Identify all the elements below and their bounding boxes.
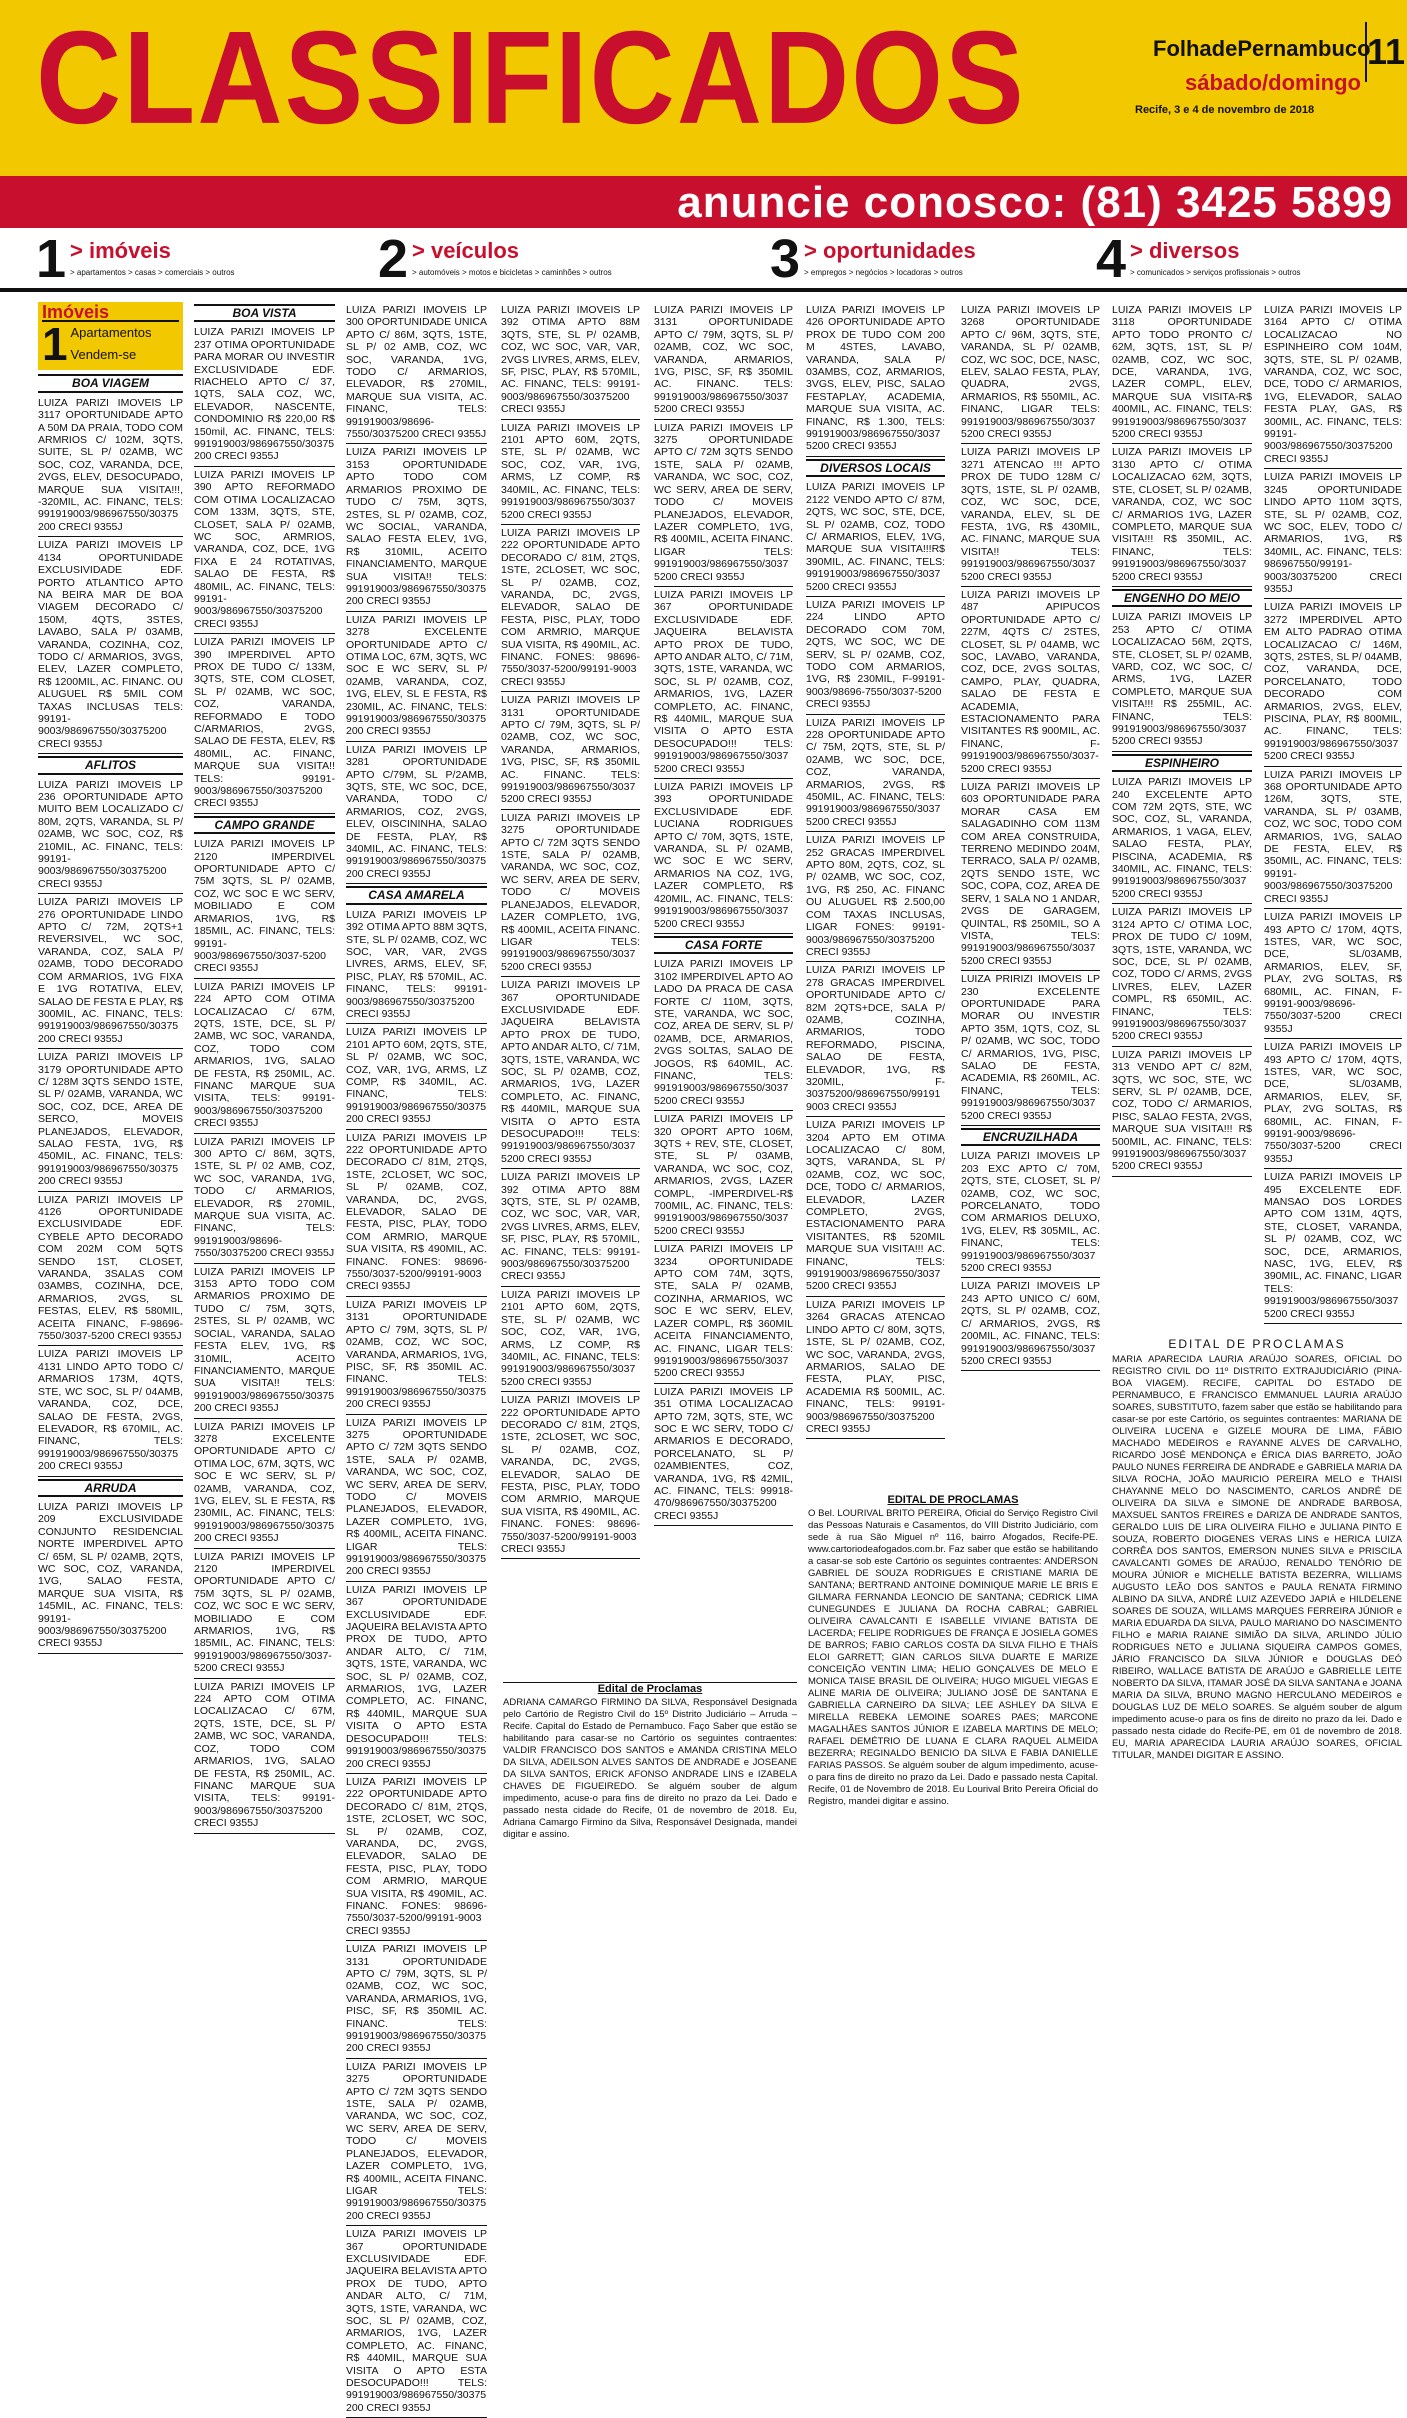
classified-ad: LUIZA PARIZI IMOVEIS LP 236 OPORTUNIDADE APTO MUITO BEM LOCALIZADO C/ 80M, 2QTS, VARANDA, SL P/ 02AMB, WC SOC, COZ, R$ 210MIL, AC. FINANC, TELS: 99191-9003/986967550/30375200 CRECI 9355J bbox=[38, 777, 183, 895]
classified-ad: LUIZA PARIZI IMOVEIS LP 3278 EXCELENTE OPORTUNIDADE APTO C/ OTIMA LOC, 67M, 3QTS, WC SOC E WC SERV, SL P/ 02AMB, VARANDA, COZ, 1VG, ELEV, SL E FESTA, R$ 230MIL, AC. FINANC, TELS: 991919003/986967550/30375200 CRECI 9355J bbox=[346, 612, 487, 742]
newspaper-box bbox=[1125, 20, 1371, 116]
section-bar bbox=[0, 229, 1407, 292]
ad-column-2 bbox=[194, 302, 335, 1837]
page-title: CLASSIFICADOS bbox=[36, 4, 1026, 152]
edition-day: sábado/domingo bbox=[1185, 70, 1361, 95]
edital-title: EDITAL DE PROCLAMAS bbox=[887, 1494, 1019, 1506]
classified-ad: LUIZA PARIZI IMOVEIS LP 228 OPORTUNIDADE APTO C/ 75M, 2QTS, STE, SL P/ 02AMB, WC SOC, DCE, COZ, VARANDA, ARMARIOS, 2VGS, R$ 450MIL, AC. FINANC, TELS: 991919003/986967550/30375200 CRECI 9355J bbox=[806, 715, 945, 833]
classified-ad: LUIZA PARIZI IMOVEIS LP 3268 OPORTUNIDADE APTO C/ 96M, 3QTS, STE, VARANDA, SL P/ 02AMB, COZ, WC SOC, DCE, NASC, ELEV, SALAO FESTA, PLAY, QUADRA, 2VGS, ARMARIOS, R$ 550MIL, AC. FINANC, LIGAR TELS: 991919003/986967550/30375200 CRECI 9355J bbox=[961, 302, 1100, 444]
section-number: 1 bbox=[36, 229, 67, 289]
section-veiculos[interactable] bbox=[378, 229, 678, 289]
classified-ad: LUIZA PARIZI IMOVEIS LP 3234 OPORTUNIDADE APTO COM 74M, 3QTS, STE, SALA P/ 02AMB, COZINHA, ARMARIOS, WC SOC E WC SERV, ELEV, LAZER COMPL, R$ 360MIL ACEITA FINANCIAMENTO, AC. FINANC, LIGAR TELS: 991919003/986967550/30375200 CRECI 9355J bbox=[654, 1241, 793, 1383]
classified-ad: LUIZA PARIZI IMOVEIS LP 2120 IMPERDIVEL OPORTUNIDADE APTO C/ 75M 3QTS, SL P/ 02AMB, COZ, WC SOC E WC SERV, MOBILIADO E COM ARMARIOS, 1VG, R$ 185MIL, AC. FINANC, TELS: 991919003/986967550/3037-5200 CRECI 9355J bbox=[194, 1549, 335, 1679]
section-imoveis[interactable] bbox=[36, 229, 336, 289]
imoveis-box bbox=[38, 302, 183, 370]
imoveis-subtitle bbox=[71, 322, 152, 366]
edital-title: EDITAL DE PROCLAMAS bbox=[1168, 1337, 1346, 1351]
imoveis-number: 1 bbox=[42, 318, 68, 371]
classified-ad: LUIZA PARIZI IMOVEIS LP 3131 OPORTUNIDADE APTO C/ 79M, 3QTS, SL P/ 02AMB, COZ, WC SOC, VARANDA, ARMARIOS, 1VG, PISC, SF, R$ 350MIL AC. FINANC. TELS: 991919003/986967550/30375200 CRECI 9355J bbox=[654, 302, 793, 420]
classified-ad: LUIZA PARIZI IMOVEIS LP 393 OPORTUNIDADE EXCLUSIVIDADE EDF. LUCIANA RODRIGUES APTO C/ 70M, 3QTS, 1STE, VARANDA, SL P/ 02AMB, WC SOC E WC SERV, ARMARIOS NA COZ, 1VG, LAZER COMPLETO, R$ 420MIL, AC. FINANC, TELS: 991919003/986967550/30375200 CRECI 9355J bbox=[654, 779, 793, 934]
classified-ad: LUIZA PARIZI IMOVEIS LP 224 APTO COM OTIMA LOCALIZACAO C/ 67M, 2QTS, 1STE, DCE, SL P/ 2AMB, WC SOC, VARANDA, COZ, TODO COM ARMARIOS, 1VG, SALAO DE FESTA, R$ 250MIL, AC. FINANC MARQUE SUA VISITA, TELS: 99191-9003/986967550/30375200 CRECI 9355J bbox=[194, 979, 335, 1134]
classified-ad: LUIZA PARIZI IMOVEIS LP 3131 OPORTUNIDADE APTO C/ 79M, 3QTS, SL P/ 02AMB, COZ, WC SOC, VARANDA, ARMARIOS, 1VG, PISC, SF, R$ 350MIL AC. FINANC. TELS: 991919003/986967550/30375200 CRECI 9355J bbox=[346, 1297, 487, 1415]
classified-ad: LUIZA PARIZI IMOVEIS LP 2101 APTO 60M, 2QTS, STE, SL P/ 02AMB, WC SOC, COZ, VAR, 1VG, ARMS, LZ COMP, R$ 340MIL, AC. FINANC, TELS: 991919003/986967550/30375200 CRECI 9355J bbox=[501, 1287, 640, 1392]
section-subtitle: > comunicados > serviços profissionais > outros bbox=[1130, 268, 1301, 277]
classified-ad: LUIZA PARIZI IMOVEIS LP 3130 APTO C/ OTIMA LOCALIZACAO 62M, 3QTS, STE, CLOSET, SL P/ 02AMB, VARANDA, COZ, WC SOC C/ ARMARIOS 1VG, LAZER COMPLETO, MARQUE SUA VISITA!!! R$ 350MIL, AC. FINANC, TELS: 991919003/986967550/30375200 CRECI 9355J bbox=[1112, 444, 1252, 586]
classified-ad: LUIZA PARIZI IMOVEIS LP 313 VENDO APT C/ 82M, 3QTS, WC SOC, STE, WC SERV, SL P/ 02AMB, DCE, COZ, TODO C/ ARMARIOS, PISC, SALAO FESTA, 2VGS, MARQUE SUA VISITA!!! R$ 500MIL, AC. FINANC, TELS: 991919003/986967550/30375200 CRECI 9355J bbox=[1112, 1047, 1252, 1177]
classified-ad: LUIZA PARIZI IMOVEIS LP 222 OPORTUNIDADE APTO DECORADO C/ 81M, 2TQS, 1STE, 2CLOSET, WC SOC, SL P/ 02AMB, COZ, VARANDA, DC, 2VGS, ELEVADOR, SALAO DE FESTA, PISC, PLAY, TODO COM ARMRIO, MARQUE SUA VISITA, R$ 490MIL, AC. FINANC. FONES: 98696-7550/3037-5200/99191-9003 CRECI 9355J bbox=[346, 1774, 487, 1941]
newspaper-name: FolhadePernambuco bbox=[1153, 36, 1371, 61]
column-body bbox=[501, 302, 640, 1559]
edital-proclamas-arruda bbox=[503, 1682, 797, 1838]
imoveis-line2: Vendem-se bbox=[70, 347, 137, 363]
neighborhood-heading: BOA VISTA bbox=[194, 304, 335, 322]
classified-ad: LUIZA PARIZI IMOVEIS LP 240 EXCELENTE APTO COM 72M 2QTS, STE, WC SOC, COZ, SL, VARANDA, ARMARIOS, 1 VAGA, ELEV, SALAO FESTA, PLAY, PISCINA, ACADEMIA, R$ 340MIL, AC. FINANC, TELS: 991919003/986967550/30375200 CRECI 9355J bbox=[1112, 774, 1252, 904]
neighborhood-heading: CASA AMARELA bbox=[346, 886, 487, 904]
classified-ad: LUIZA PARIZI IMOVEIS LP 3164 APTO C/ OTIMA LOCALIZACAO NO ESPINHEIRO COM 104M, 3QTS, STE, SL P/ 02AMB, VARANDA, COZ, WC SOC, DCE, TODO C/ ARMARIOS, 1VG, ELEVADOR, SALAO FESTA PLAY, GAS, R$ 300MIL, AC. FINANC, TELS: 99191-9003/986967550/30375200 CRECI 9355J bbox=[1264, 302, 1402, 469]
edital-proclamas-boa-viagem bbox=[1112, 1338, 1402, 1837]
section-oportunidades[interactable] bbox=[770, 229, 1070, 289]
classified-ad: LUIZA PARIZI IMOVEIS LP 209 EXCLUSIVIDADE CONJUNTO RESIDENCIAL NORTE IMPERDIVEL APTO C/ 65M, SL P/ 02AMB, 2QTS, WC SOC, COZ, VARANDA, 1VG, SALAO FESTA, MARQUE SUA VISITA, R$ 145MIL, AC. FINANC, TELS: 99191-9003/986967550/30375200 CRECI 9355J bbox=[38, 1499, 183, 1654]
classified-ad: LUIZA PARIZI IMOVEIS LP 278 GRACAS IMPERDIVEL OPORTUNIDADE APTO C/ 82M 2QTS+DCE, SALA P/ 02AMB, COZINHA, ARMARIOS, TODO REFORMADO, PISCINA, SALAO DE FESTA, ELEVADOR, 1VG, R$ 320MIL, F-30375200/986967550/991919003 CRECI 9355J bbox=[806, 962, 945, 1117]
edition-date: Recife, 3 e 4 de novembro de 2018 bbox=[1135, 104, 1315, 116]
section-subtitle: > apartamentos > casas > comerciais > outros bbox=[70, 268, 235, 277]
classified-ad: LUIZA PARIZI IMOVEIS LP 367 OPORTUNIDADE EXCLUSIVIDADE EDF. JAQUEIRA BELAVISTA APTO PROX DE TUDO, APTO ANDAR ALTO, C/ 71M, 3QTS, 1STE, VARANDA, WC SOC, SL P/ 02AMB, COZ, ARMARIOS, 1VG, LAZER COMPLETO, AC. FINANC, R$ 440MIL, MARQUE SUA VISITA O APTO ESTA DESOCUPADO!!! TELS: 991919003/986967550/30375200 CRECI 9355J bbox=[346, 2226, 487, 2418]
column-body bbox=[346, 302, 487, 2418]
classified-ad: LUIZA PARIZI IMOVEIS LP 224 APTO COM OTIMA LOCALIZACAO C/ 67M, 2QTS, 1STE, DCE, SL P/ 2AMB, WC SOC, VARANDA, COZ, TODO COM ARMARIOS, 1VG, SALAO DE FESTA, R$ 250MIL, AC. FINANC MARQUE SUA VISITA, TELS: 99191-9003/986967550/30375200 CRECI 9355J bbox=[194, 1679, 335, 1834]
classified-ad: LUIZA PARIZI IMOVEIS LP 3281 OPORTUNIDADE APTO C/79M, SL P/2AMB, 3QTS, STE, WC SOC, DCE, VARANDA, TODO C/ ARMARIOS, COZ, 2VGS, ELEV, OISCININHA, SALAO DE FESTA, PLAY, R$ 340MIL, AC. FINANC, TELS: 991919003/986967550/30375200 CRECI 9355J bbox=[346, 742, 487, 884]
neighborhood-heading: CASA FORTE bbox=[654, 936, 793, 954]
column-body bbox=[961, 302, 1100, 1371]
column-body bbox=[1264, 302, 1402, 1324]
section-title: > veículos bbox=[412, 238, 520, 263]
classified-ad: LUIZA PARIZI IMOVEIS LP 367 OPORTUNIDADE EXCLUSIVIDADE EDF. JAQUEIRA BELAVISTA APTO PROX DE TUDO, APTO ANDAR ALTO, C/ 71M, 3QTS, 1STE, VARANDA, WC SOC, SL P/ 02AMB, COZ, ARMARIOS, 1VG, LAZER COMPLETO, AC. FINANC, R$ 440MIL, MARQUE SUA VISITA O APTO ESTA DESOCUPADO!!! TELS: 991919003/986967550/30375200 CRECI 9355J bbox=[654, 587, 793, 779]
section-number: 4 bbox=[1096, 229, 1127, 289]
section-diversos[interactable] bbox=[1096, 229, 1396, 289]
imoveis-line1: Apartamentos bbox=[70, 325, 152, 341]
classified-ad: LUIZA PARIZI IMOVEIS LP 426 OPORTUNIDADE APTO PROX DE TUDO COM 200 M 4STES, LAVABO, VARANDA, SALA P/ 03AMBS, COZ, ARMARIOS, 3VGS, ELEV, PISC, SALAO FESTAPLAY, ACADEMIA, MARQUE SUA VISITA, AC. FINANC, R$ 1.300, TELS: 991919003/986967550/30375200 CRECI 9355J bbox=[806, 302, 945, 457]
ad-column-6 bbox=[806, 302, 945, 1487]
classified-ad: LUIZA PARIZI IMOVEIS LP 487 APIPUCOS OPORTUNIDADE APTO C/ 227M, 4QTS C/ 2STES, CLOSET, SL P/ 04AMB, WC SOC, LAVABO, VARANDA, COZ, DCE, 2VGS SOLTAS, CAMPO, PLAY, QUADRA, SALAO DE FESTA E ACADEMIA, ESTACIONAMENTO PARA VISITANTES R$ 900MIL, AC. FINANC, F-991919003/986967550/3037-5200 CRECI 9355J bbox=[961, 587, 1100, 779]
classified-ad: LUIZA PARIZI IMOVEIS LP 3118 OPORTUNIDADE APTO TODO PRONTO C/ 62M, 3QTS, 1ST, SL P/ 02AMB, COZ, WC SOC, DCE, VARANDA, 1VG, LAZER COMPL, ELEV, MARQUE SUA VISITA-R$ 400MIL, AC. FINANC, TELS: 991919003/986967550/30375200 CRECI 9355J bbox=[1112, 302, 1252, 444]
classified-ad: LUIZA PARIZI IMOVEIS LP 3124 APTO C/ OTIMA LOC, PROX DE TUDO C/ 109M, 3QTS, 1STE, VARANDA, WC SOC, DCE, SL P/ 02AMB, COZ, TODO C/ ARMS, 2VGS LIVRES, ELEV, LAZER COMPL, R$ 650MIL, AC. FINANC, TELS: 991919003/986967550/30375200 CRECI 9355J bbox=[1112, 904, 1252, 1046]
classified-ad: LUIZA PARIZI IMOVEIS LP 603 OPORTUNIDADE PARA MORAR CASA EM SALAGADINHO COM 113M COM AREA CONSTRUIDA, TERRENO MEDINDO 204M, TERRACO, SALA P/ 02AMB, 2QTS SENDO 1STE, WC SOC, COPA, COZ, AREA DE SERV, 1 SALA NO 1 ANDAR, 2VGS DE GARAGEM, QUINTAL, R$ 250MIL, SO A VISTA, TELS: 991919003/986967550/30375200 CRECI 9355J bbox=[961, 779, 1100, 971]
classified-ad: LUIZA PARIZI IMOVEIS LP 367 OPORTUNIDADE EXCLUSIVIDADE EDF. JAQUEIRA BELAVISTA APTO PROX DE TUDO, APTO ANDAR ALTO, C/ 71M, 3QTS, 1STE, VARANDA, WC SOC, SL P/ 02AMB, COZ, ARMARIOS, 1VG, LAZER COMPLETO, AC. FINANC, R$ 440MIL, MARQUE SUA VISITA O APTO ESTA DESOCUPADO!!! TELS: 991919003/986967550/30375200 CRECI 9355J bbox=[501, 977, 640, 1169]
edital-text: MARIA APARECIDA LAURIA ARAÚJO SOARES, OFICIAL DO REGISTRO CIVIL DO 11º DISTRITO EXTRAJUDICIÁRIO (PINA-BOA VIAGEM). RECIFE, CAPITAL DO ESTADO DE PERNAMBUCO, E FRANCISCO EMMANUEL LAURIA ARAÚJO SOARES, SUBSTITUTO, fazem saber que estão se habilitando para casar-se por este Cartório, os seguintes contraentes: MARIANA DE OLIVEIRA LUCENA e GIZELE MOURA DE LIMA, FÁBIO MACHADO MEDEIROS e RAYANNE ALVES DE CARVALHO, RICARDO JOSÉ MENDONÇA e ÉRICA DIAS BARRETO, JOÃO PAULO NUNES FERREIRA DE ANDRADE e GABRIELA MARIA DA SILVA ROCHA, JOÃO MAURICIO PEREIRA MELO e THAISI CHAYANNE MELO DO NASCIMENTO, CARLOS ANDRÉ DE OLIVEIRA DA SILVA e SIMONE DE ANDRADE BARBOSA, MAXSUEL SANTOS FREIRES e DARIZA DE ANDRADE SANTOS, GERALDO LUIS DE LIRA OLIVEIRA FILHO e JULIANA PINTO E SOUZA, ROBERTO DIOGENES VERAS LINS e HERICA LUIZA CORRÊA DOS SANTOS, EMERSON NUNES SILVA e PRISCILA CAVALCANTI GOMES DE ARAÚJO, RENALDO TENÓRIO DE MOURA JÚNIOR e MICHELLE BATISTA BEZERRA, WILLIAMS AUGUSTO LEÃO DOS SANTOS e PAULA RENATA FIRMINO ALBINO DA SILVA, ANDRÉ LUIZ AZEVEDO JAPIÁ e HILDELENE SOARES DE SOUZA, WILLAMS MARQUES FERREIRA JÚNIOR e MARIA EDUARDA DA SILVA, PAULO MARIANO DO NASCIMENTO FILHO e MARIA RAIANE SIMIÃO DA SILVA, ARLINDO JÚLIO RODRIGUES NETO e JULIANA SIQUEIRA CAMPOS GOMES, JÁRIO FRANCISCO DA SILVA JÚNIOR e DOUGLAS DEÓ RIBEIRO, WALLACE BATISTA DE ARAÚJO e GABRIELLE LEITE NOBERTO DA SILVA, ITAMAR JOSÉ DA SILVA SANTANA e JOANA MARIA DA SILVA, BRUNO MAGNO HERCULANO MEDEIROS e DOUGLAS LUZ DE MELO SOARES. Se alguém souber de algum impedimento acuse-o para os fins de direito no prazo da lei. Dado e passado nesta cidade do Recife-PE, em 01 de novembro de 2018. EU, MARIA APARECIDA LAURIA ARAÚJO SOARES, OFICIAL TITULAR, MANDEI DIGITAR E ASSINO. bbox=[1112, 1354, 1402, 1761]
classified-ad: LUIZA PARIZI IMOVEIS LP 495 EXCELENTE EDF. MANSAO DOS LORDES APTO COM 131M, 4QTS, STE, CLOSET, VARANDA, SL P/ 02AMB, COZ, WC SOC, DCE, ARMARIOS, NASC, 1VG, ELEV, R$ 390MIL, AC. FINANC, LIGAR TELS: 991919003/986967550/30375200 CRECI 9355J bbox=[1264, 1169, 1402, 1324]
classified-ad: LUIZA PARIZI IMOVEIS LP 203 EXC APTO C/ 70M, 2QTS, STE, CLOSET, SL P/ 02AMB, COZ, WC SOC, PORCELANATO, TODO COM ARMARIOS DELUXO, 1VG, ELEV, R$ 305MIL, AC. FINANC, TELS: 991919003/986967550/30375200 CRECI 9355J bbox=[961, 1148, 1100, 1278]
classified-ad: LUIZA PARIZI IMOVEIS LP 3245 OPORTUNIDADE LINDO APTO 110M 3QTS, STE, SL P/ 02AMB, COZ, WC SOC, ELEV, TODO C/ ARMARIOS, 1VG, R$ 340MIL, AC. FINANC, TELS: 986967550/99191-9003/30375200 CRECI 9355J bbox=[1264, 469, 1402, 599]
section-title: > diversos bbox=[1130, 238, 1240, 263]
classified-ad: LUIZA PARIZI IMOVEIS LP 2122 VENDO APTO C/ 87M, 2QTS, WC SOC, STE, DCE, SL P/ 02AMB, COZ, TODO C/ ARMARIOS, ELEV, 1VG, MARQUE SUA VISITA!!!R$ 390MIL, AC. FINANC, TELS: 991919003/986967550/30375200 CRECI 9355J bbox=[806, 479, 945, 597]
classified-ad: LUIZA PARIZI IMOVEIS LP 3131 OPORTUNIDADE APTO C/ 79M, 3QTS, SL P/ 02AMB, COZ, WC SOC, VARANDA, ARMARIOS, 1VG, PISC, SF, R$ 350MIL AC. FINANC. TELS: 991919003/986967550/30375200 CRECI 9355J bbox=[346, 1941, 487, 2059]
classified-ad: LUIZA PARIZI IMOVEIS LP 4131 LINDO APTO TODO C/ ARMARIOS 173M, 4QTS, STE, WC SOC, SL P/ 04AMB, VARANDA, COZ, DCE, SALAO DE FESTA, 2VGS, ELEVADOR, R$ 670MIL, AC. FINANC, TELS: 991919003/986967550/30375200 CRECI 9355J bbox=[38, 1346, 183, 1476]
ad-column-8 bbox=[1112, 302, 1252, 1333]
page-number: 11 bbox=[1365, 22, 1401, 82]
section-number: 3 bbox=[770, 229, 801, 289]
column-body bbox=[1112, 302, 1252, 1177]
classified-ad: LUIZA PARIZI IMOVEIS LP 3117 OPORTUNIDADE APTO A 50M DA PRAIA, TODO COM ARMRIOS C/ 102M, 3QTS, SUITE, SL P/ 02AMB, WC SOC, COZ, VARANDA, DCE, 2VGS, ELEV, DESOCUPADO, MARQUE SUA VISITA!!!, -320MIL, AC. FINANC, TELS: 991919003/986967550/30375200 CRECI 9355J bbox=[38, 395, 183, 537]
neighborhood-heading: AFLITOS bbox=[38, 756, 183, 774]
ad-column-7 bbox=[961, 302, 1100, 1487]
classified-ad: LUIZA PARIZI IMOVEIS LP 320 OPORT APTO 106M, 3QTS + REV, STE, CLOSET, STE, SL P/ 03AMB, VARANDA, WC SOC, COZ, ARMARIOS, 2VGS, LAZER COMPL, -IMPERDIVEL-R$ 700MIL, AC. FINANC, TELS: 991919003/986967550/30375200 CRECI 9355J bbox=[654, 1111, 793, 1241]
section-title: > imóveis bbox=[70, 238, 171, 263]
classified-ad: LUIZA PARIZI IMOVEIS LP 392 OTIMA APTO 88M 3QTS, STE, SL P/ 02AMB, COZ, WC SOC, VAR, VAR, 2VGS LIVRES, ARMS, ELEV, SF, PISC, PLAY, R$ 570MIL, AC. FINANC, TELS: 99191-9003/986967550/30375200 CRECI 9355J bbox=[346, 907, 487, 1025]
edital-text: O Bel. LOURIVAL BRITO PEREIRA, Oficial do Serviço Registro Civil das Pessoas Naturais e Casamentos, do VIII Distrito Judiciário, com sede à rua São Miguel nº 116, bairro Afogados, Recife-PE. www.cartoriodeafogados.com.br. Faz saber que estão se habilitando a casar-se sob este Cartório os seguintes contraentes: ANDERSON GABRIEL DE SOUZA RODRIGUES E CRISTIANE MARIA DE SANTANA; BERTRAND ANTOINE DOMINIQUE MARIE LE BRIS E GILMARA FERNANDA LEONCIO DE SANTANA; CEDRICK LIMA CUNEGUNDES E JULIANA DA ROCHA CABRAL; GABRIEL OLIVEIRA CAVALCANTI E ISABELLE VIVIANE BATISTA DE LACERDA; FELIPE RODRIGUES DE FRANÇA E JOSIELA GOMES DE BARROS; FABIO CARLOS COSTA DA SILVA FILHO E THAÍS ELOI GARRETT; GIAN CARLOS SILVA DUARTE E MARIZE CONCEIÇÃO VENTIN LIMA; HELIO GONÇALVES DE MELO E MONICA TAISE BRASIL DE OLIVEIRA; HUGO MIGUEL VIEGAS E ALINE MARIA DE OLIVEIRA; JULIANO JOSÉ DE SANTANA E GABRIELLA CARNEIRO DA SILVA; LEE ASHLEY DA SILVA E MIRELLA REBEKA LEMOINE SOARES PAES; MARCONE MAGALHÃES SANTOS JÚNIOR E IZABELA MARTINS DE MELO; RAFAEL DEMÉTRIO DE LUANA E CLARA RAQUEL ALMEIDA BEZERRA; REGINALDO BENICIO DA SILVA E FABIA DANIELLE FARIAS PASSOS. Se alguém souber de algum impedimento, acuse-o para fins de direito no prazo da Lei. Dado e passado nesta Capital. Recife, 01 de Novembro de 2018. Eu Lourival Brito Pereira Oficial do Registro, mandei digitar e assino. bbox=[808, 1508, 1098, 1807]
classified-ad: LUIZA PRIRIZI IMOVEIS LP 230 EXCELENTE OPORTUNIDADE PARA MORAR OU INVESTIR APTO 35M, 1QTS, COZ, SL P/ 02AMB, WC SOC, TODO C/ ARMARIOS, 1VG, PISC, SALAO DE FESTA, ACADEMIA, R$ 260MIL, AC. FINANC, TELS: 991919003/986967550/30375200 CRECI 9355J bbox=[961, 971, 1100, 1126]
classified-ad: LUIZA PARIZI IMOVEIS LP 3272 IMPERDIVEL APTO EM ALTO PADRAO OTIMA LOCALIZACAO C/ 146M, 3QTS, 2STES, SL P/ 04AMB, COZ, VARANDA, DCE, PORCELANATO, TODO DECORADO COM ARMARIOS, 2VGS, ELEV, PISCINA, PLAY, R$ 800MIL, AC. FINANC, TELS: 991919003/986967550/30375200 CRECI 9355J bbox=[1264, 599, 1402, 766]
classified-ad: LUIZA PARIZI IMOVEIS LP 3153 OPORTUNIDADE APTO TODO COM ARMARIOS PROXIMO DE TUDO C/ 75M, 3QTS, 2STES, SL P/ 02AMB, COZ, WC SOCIAL, VARANDA, SALAO FESTA ELEV, 1VG, R$ 310MIL, ACEITO FINANCIAMENTO, MARQUE SUA VISITA!! TELS: 991919003/986967550/30375200 CRECI 9355J bbox=[346, 444, 487, 611]
neighborhood-heading: ARRUDA bbox=[38, 1479, 183, 1497]
neighborhood-heading: ENCRUZILHADA bbox=[961, 1128, 1100, 1146]
classified-ad: LUIZA PARIZI IMOVEIS LP 3275 OPORTUNIDADE APTO C/ 72M 3QTS SENDO 1STE, SALA P/ 02AMB, VARANDA, WC SOC, COZ, WC SERV, AREA DE SERV, TODO C/ MOVEIS PLANEJADOS, ELEVADOR, LAZER COMPLETO, 1VG, R$ 400MIL, ACEITA FINANC. LIGAR TELS: 991919003/986967550/30375200 CRECI 9355J bbox=[346, 2059, 487, 2226]
column-body bbox=[38, 374, 183, 1653]
imoveis-title: Imóveis bbox=[42, 306, 179, 322]
classified-ad: LUIZA PARIZI IMOVEIS LP 222 OPORTUNIDADE APTO DECORADO C/ 81M, 2TQS, 1STE, 2CLOSET, WC SOC, SL P/ 02AMB, COZ, VARANDA, DC, 2VGS, ELEVADOR, SALAO DE FESTA, PISC, PLAY, TODO COM ARMRIO, MARQUE SUA VISITA, R$ 490MIL, AC. FINANC. FONES: 98696-7550/3037-5200/99191-9003 CRECI 9355J bbox=[346, 1130, 487, 1297]
column-body bbox=[194, 304, 335, 1834]
classified-ad: LUIZA PARIZI IMOVEIS LP 253 APTO C/ OTIMA LOCALIZACAO 56M, 2QTS, STE, CLOSET, SL P/ 02AMB, VARD, COZ, WC SOC, C/ ARMS, 1VG, LAZER COMPLETO, MARQUE SUA VISITA!!! R$ 255MIL, AC. FINANC, TELS: 991919003/986967550/30375200 CRECI 9355J bbox=[1112, 609, 1252, 751]
classified-ad: LUIZA PARIZI IMOVEIS LP 3204 APTO EM OTIMA LOCALIZACAO C/ 80M, 3QTS, VARANDA, SL P/ 02AMB, COZ, WC SOC, DCE, TODO C/ ARMARIOS, ELEVADOR, LAZER COMPLETO, 2VGS, ESTACIONAMENTO PARA VISITANTES, R$ 520MIL MARQUE SUA VISITA!!! AC. FINANC, TELS: 991919003/986967550/30375200 CRECI 9355J bbox=[806, 1117, 945, 1297]
classified-ad: LUIZA PARIZI IMOVEIS LP 367 OPORTUNIDADE EXCLUSIVIDADE EDF. JAQUEIRA BELAVISTA APTO PROX DE TUDO, APTO ANDAR ALTO, C/ 71M, 3QTS, 1STE, VARANDA, WC SOC, SL P/ 02AMB, COZ, ARMARIOS, 1VG, LAZER COMPLETO, AC. FINANC, R$ 440MIL, MARQUE SUA VISITA O APTO ESTA DESOCUPADO!!! TELS: 991919003/986967550/30375200 CRECI 9355J bbox=[346, 1582, 487, 1774]
classified-ad: LUIZA PARIZI IMOVEIS LP 300 OPORTUNIDADE UNICA APTO C/ 86M, 3QTS, 1STE, SL P/ 02 AMB, COZ, WC SOC, VARANDA, 1VG, TODO C/ ARMARIOS, ELEVADOR, R$ 270MIL, MARQUE SUA VISITA, AC. FINANC, TELS: 991919003/98696-7550/30375200 CRECI 9355J bbox=[346, 302, 487, 444]
ad-column-3 bbox=[346, 302, 488, 2414]
classified-ad: LUIZA PARIZI IMOVEIS LP 2101 APTO 60M, 2QTS, STE, SL P/ 02AMB, WC SOC, COZ, VAR, 1VG, ARMS, LZ COMP, R$ 340MIL, AC. FINANC, TELS: 991919003/986967550/30375200 CRECI 9355J bbox=[501, 420, 640, 525]
ad-column-5 bbox=[654, 302, 793, 1673]
classified-ad: LUIZA PARIZI IMOVEIS LP 3275 OPORTUNIDADE APTO C/ 72M 3QTS SENDO 1STE, SALA P/ 02AMB, VARANDA, WC SOC, COZ, WC SERV, AREA DE SERV, TODO C/ MOVEIS PLANEJADOS, ELEVADOR, LAZER COMPLETO, 1VG, R$ 400MIL, ACEITA FINANC. LIGAR TELS: 991919003/986967550/30375200 CRECI 9355J bbox=[346, 1415, 487, 1582]
classified-ad: LUIZA PARIZI IMOVEIS LP 300 APTO C/ 86M, 3QTS, 1STE, SL P/ 02 AMB, COZ, WC SOC, VARANDA, 1VG, TODO C/ ARMARIOS, ELEVADOR, R$ 270MIL, MARQUE SUA VISITA, AC. FINANC, TELS: 991919003/98696-7550/30375200 CRECI 9355J bbox=[194, 1134, 335, 1264]
classified-ad: LUIZA PARIZI IMOVEIS LP 237 OTIMA OPORTUNIDADE PARA MORAR OU INVESTIR EXCLUSIVIDADE EDF. RIACHELO APTO C/ 37, 1QTS, SALA COZ, WC, ELEVADOR, NASCENTE, CONDOMINIO R$ 220,00 R$ 150mil, AC. FINANC, TELS: 991919003/986967550/30375200 CRECI 9355J bbox=[194, 324, 335, 466]
classified-ad: LUIZA PARIZI IMOVEIS LP 3275 OPORTUNIDADE APTO C/ 72M 3QTS SENDO 1STE, SALA P/ 02AMB, VARANDA, WC SOC, COZ, WC SERV, AREA DE SERV, TODO C/ MOVEIS PLANEJADOS, ELEVADOR, LAZER COMPLETO, 1VG, R$ 400MIL, ACEITA FINANC. LIGAR TELS: 991919003/986967550/30375200 CRECI 9355J bbox=[654, 420, 793, 587]
section-number: 2 bbox=[378, 229, 409, 289]
ad-column-9 bbox=[1264, 302, 1402, 1333]
classified-ad: LUIZA PARIZI IMOVEIS LP 368 OPORTUNIDADE APTO 126M, 3QTS, STE, VARANDA, SL P/ 03AMB, COZ, WC SOC, TODO COM ARMARIOS, 1VG, SALAO DE FESTA, ELEV, R$ 350MIL, AC. FINANC, TELS: 99191-9003/986967550/30375200 CRECI 9355J bbox=[1264, 767, 1402, 909]
classified-ad: LUIZA PARIZI IMOVEIS LP 3179 OPORTUNIDADE APTO C/ 128M 3QTS SENDO 1STE, SL P/ 02AMB, VARANDA, WC SOC, COZ, DCE, AREA DE SERCO, MOVEIS PLANEJADOS, ELEVADOR, SALAO FESTA, 1VG, R$ 450MIL, AC. FINANC, TELS: 991919003/986967550/30375200 CRECI 9355J bbox=[38, 1049, 183, 1191]
neighborhood-heading: ENGENHO DO MEIO bbox=[1112, 589, 1252, 607]
section-subtitle: > empregos > negócios > locadoras > outros bbox=[804, 268, 963, 277]
classified-ad: LUIZA PARIZI IMOVEIS LP 4134 OPORTUNIDADE EXCLUSIVIDADE EDF. PORTO ATLANTICO APTO NA BEIRA MAR DE BOA VIAGEM DECORADO C/ 150M, 4QTS, 3STES, LAVABO, SALA P/ 03AMB, VARANDA, COZINHA, COZ, TODO C/ ARMARIOS, 3VGS, ELEV, LAZER COMPLETO, R$ 1200MIL, AC. FINANC. OU ALUGUEL R$ 5MIL COM TAXAS INCLUSAS TELS: 99191-9003/986967550/30375200 CRECI 9355J bbox=[38, 537, 183, 754]
classified-ad: LUIZA PARIZI IMOVEIS LP 3102 IMPERDIVEL APTO AO LADO DA PRACA DE CASA FORTE C/ 110M, 3QTS, STE, VARANDA, WC SOC, COZ, AREA DE SERV, SL P/ 02AMB, DCE, ARMARIOS, 2VGS SOLTAS, SALAO DE JOGOS, R$ 640MIL, AC. FINANC, TELS: 991919003/986967550/30375200 CRECI 9355J bbox=[654, 956, 793, 1111]
edital-title: Edital de Proclamas bbox=[597, 1683, 703, 1695]
classified-ad: LUIZA PARIZI IMOVEIS LP 252 GRACAS IMPERDIVEL APTO 80M, 2QTS, COZ, SL P/ 02AMB, WC SOC, COZ, 1VG, R$ 250, AC. FINANC OU ALUGUEL R$ 2.500,00 COM TAXAS INCLUSAS, LIGAR FONES: 99191-9003/986967550/30375200 CRECI 9355J bbox=[806, 832, 945, 962]
contact-band bbox=[0, 176, 1407, 228]
column-body bbox=[806, 302, 945, 1439]
classified-ad: LUIZA PARIZI IMOVEIS LP 3153 APTO TODO COM ARMARIOS PROXIMO DE TUDO C/ 75M, 3QTS, 2STES, SL P/ 02AMB, WC SOCIAL, VARANDA, SALAO FESTA ELEV, 1VG, R$ 310MIL, ACEITO FINANCIAMENTO, MARQUE SUA VISITA!! TELS: 991919003/986967550/30375200 CRECI 9355J bbox=[194, 1264, 335, 1419]
classified-ad: LUIZA PARIZI IMOVEIS LP 4126 OPORTUNIDADE EXCLUSIVIDADE EDF. CYBELE APTO DECORADO COM 202M COM 5QTS SENDO 1ST, CLOSET, VARANDA, 3SALAS COM 03AMBS, COZINHA, DCE, ARMARIOS, 2VGS, SL FESTAS, ELEV, R$ 580MIL, ACEITA FINANC, F-98696-7550/3037-5200 CRECI 9355J bbox=[38, 1192, 183, 1347]
neighborhood-heading: ESPINHEIRO bbox=[1112, 754, 1252, 772]
contact-phone: anuncie conosco: (81) 3425 5899 bbox=[677, 178, 1393, 227]
classified-ad: LUIZA PARIZI IMOVEIS LP 224 LINDO APTO DECORADO COM 70M, 2QTS, WC SOC, WC DE SERV, SL P/ 02AMB, COZ, TODO COM ARMARIOS, 1VG, R$ 230MIL, F-99191-9003/98696-7550/3037-5200 CRECI 9355J bbox=[806, 597, 945, 715]
ad-column-1 bbox=[38, 302, 183, 1837]
masthead bbox=[0, 0, 1407, 176]
classified-ad: LUIZA PARIZI IMOVEIS LP 493 APTO C/ 170M, 4QTS, 1STES, VAR, WC SOC, DCE, SL/03AMB, ARMARIOS, ELEV, SF, PLAY, 2VG SOLTAS, R$ 680MIL, AC. FINAN, F-99191-9003/98696-7550/3037-5200 CRECI 9355J bbox=[1264, 1039, 1402, 1169]
neighborhood-heading: CAMPO GRANDE bbox=[194, 816, 335, 834]
classified-ad: LUIZA PARIZI IMOVEIS LP 390 APTO REFORMADO COM OTIMA LOCALIZACAO COM 133M, 3QTS, STE, CLOSET, SALA P/ 02AMB, WC SOC, ARMRIOS, VARANDA, COZ, DCE, 1VG FIXA E 24 ROTATIVAS, SALAO DE FESTA, R$ 480MIL, AC. FINANC, TELS: 99191-9003/986967550/30375200 CRECI 9355J bbox=[194, 467, 335, 634]
classified-ad: LUIZA PARIZI IMOVEIS LP 3278 EXCELENTE OPORTUNIDADE APTO C/ OTIMA LOC, 67M, 3QTS, WC SOC E WC SERV, SL P/ 02AMB, VARANDA, COZ, 1VG, ELEV, SL E FESTA, R$ 230MIL, AC. FINANC, TELS: 991919003/986967550/30375200 CRECI 9355J bbox=[194, 1419, 335, 1549]
neighborhood-heading: BOA VIAGEM bbox=[38, 374, 183, 392]
classified-ad: LUIZA PARIZI IMOVEIS LP 3264 GRACAS ATENCAO LINDO APTO C/ 80M, 3QTS, 1STE, SL P/ 02AMB, COZ, WC SOC, VARANDA, 2VGS, ARMARIOS, SALAO DE FESTA, PLAY, PISC, ACADEMIA R$ 500MIL, AC. FINANC, TELS: 99191-9003/986967550/30375200 CRECI 9355J bbox=[806, 1297, 945, 1439]
classified-ad: LUIZA PARIZI IMOVEIS LP 493 APTO C/ 170M, 4QTS, 1STES, VAR, WC SOC, DCE, SL/03AMB, ARMARIOS, ELEV, SF, PLAY, 2VG SOLTAS, R$ 680MIL, AC. FINAN, F-99191-9003/98696-7550/3037-5200 CRECI 9355J bbox=[1264, 909, 1402, 1039]
classified-ad: LUIZA PARIZI IMOVEIS LP 243 APTO UNICO C/ 60M, 2QTS, SL P/ 02AMB, COZ, C/ ARMARIOS, 2VGS, R$ 200MIL, AC. FINANC, TELS: 991919003/986967550/30375200 CRECI 9355J bbox=[961, 1278, 1100, 1371]
neighborhood-heading: DIVERSOS LOCAIS bbox=[806, 459, 945, 477]
classified-ad: LUIZA PARIZI IMOVEIS LP 351 OTIMA LOCALIZACAO APTO 72M, 3QTS, STE, WC SOC E WC SERV, TODO C/ ARMARIOS E DECORADO, PORCELANATO, SL P/ 02AMBIENTES, COZ, VARANDA, 1VG, R$ 42MIL, AC. FINANC, TELS: 99918-470/986967550/30375200 CRECI 9355J bbox=[654, 1384, 793, 1526]
classified-ad: LUIZA PARIZI IMOVEIS LP 3275 OPORTUNIDADE APTO C/ 72M 3QTS SENDO 1STE, SALA P/ 02AMB, VARANDA, WC SOC, COZ, WC SERV, AREA DE SERV, TODO C/ MOVEIS PLANEJADOS, ELEVADOR, LAZER COMPLETO, 1VG, R$ 400MIL, ACEITA FINANC. LIGAR TELS: 991919003/986967550/30375200 CRECI 9355J bbox=[501, 810, 640, 977]
classified-ad: LUIZA PARIZI IMOVEIS LP 3131 OPORTUNIDADE APTO C/ 79M, 3QTS, SL P/ 02AMB, COZ, WC SOC, VARANDA, ARMARIOS, 1VG, PISC, SF, R$ 350MIL AC. FINANC. TELS: 991919003/986967550/30375200 CRECI 9355J bbox=[501, 692, 640, 810]
classified-ad: LUIZA PARIZI IMOVEIS LP 2101 APTO 60M, 2QTS, STE, SL P/ 02AMB, WC SOC, COZ, VAR, 1VG, ARMS, LZ COMP, R$ 340MIL, AC. FINANC, TELS: 991919003/986967550/30375200 CRECI 9355J bbox=[346, 1024, 487, 1129]
edital-text: ADRIANA CAMARGO FIRMINO DA SILVA, Responsável Designada pelo Cartório de Registro Civil do 15º Distrito Judiciário – Arruda – Recife. Capital do Estado de Pernambuco. Faço Saber que estão se habilitando para casar-se no Cartório os seguintes contraentes: VALDIR FRANCISCO DOS SANTOS e AMANDA CRISTINA MELO DA SILVA, ADEILSON ALVES SANTOS DE ANDRADE e JOSEANE DA SILVA SANTOS, ERICK AFONSO ANDRADE LINS e IZABELA CHAVES DE FIGUEIREDO. Se alguém souber de algum impedimento, acuse-o para fins de direito no prazo da Lei. Dado e passado nesta cidade do Recife, 01 de novembro de 2018. Eu, Adriana Camargo Firmino da Silva, Responsável Designada, mandei digitar e assino. bbox=[503, 1697, 797, 1840]
section-title: > oportunidades bbox=[804, 238, 976, 263]
classified-ad: LUIZA PARIZI IMOVEIS LP 222 OPORTUNIDADE APTO DECORADO C/ 81M, 2TQS, 1STE, 2CLOSET, WC SOC, SL P/ 02AMB, COZ, VARANDA, DC, 2VGS, ELEVADOR, SALAO DE FESTA, PISC, PLAY, TODO COM ARMRIO, MARQUE SUA VISITA, R$ 490MIL, AC. FINANC. FONES: 98696-7550/3037-5200/99191-9003 CRECI 9355J bbox=[501, 1392, 640, 1559]
classified-ad: LUIZA PARIZI IMOVEIS LP 3271 ATENCAO !!! APTO PROX DE TUDO 128M C/ 3QTS, 1STE, SL P/ 02AMB, COZ, WC SOC, DCE, VARANDA, ELEV, SL DE FESTA, 1VG, R$ 430MIL, AC. FINANC, MARQUE SUA VISITA!! TELS: 991919003/986967550/30375200 CRECI 9355J bbox=[961, 444, 1100, 586]
classified-ad: LUIZA PARIZI IMOVEIS LP 392 OTIMA APTO 88M 3QTS, STE, SL P/ 02AMB, COZ, WC SOC, VAR, VAR, 2VGS LIVRES, ARMS, ELEV, SF, PISC, PLAY, R$ 570MIL, AC. FINANC, TELS: 99191-9003/986967550/30375200 CRECI 9355J bbox=[501, 302, 640, 420]
ad-column-4 bbox=[501, 302, 640, 1673]
section-subtitle: > automóveis > motos e bicicletas > caminhões > outros bbox=[412, 268, 612, 277]
classified-ad: LUIZA PARIZI IMOVEIS LP 222 OPORTUNIDADE APTO DECORADO C/ 81M, 2TQS, 1STE, 2CLOSET, WC SOC, SL P/ 02AMB, COZ, VARANDA, DC, 2VGS, ELEVADOR, SALAO DE FESTA, PISC, PLAY, TODO COM ARMRIO, MARQUE SUA VISITA, R$ 490MIL, AC. FINANC. FONES: 98696-7550/3037-5200/99191-9003 CRECI 9355J bbox=[501, 525, 640, 692]
classified-ad: LUIZA PARIZI IMOVEIS LP 390 IMPERDIVEL APTO PROX DE TUDO C/ 133M, 3QTS, STE, COM CLOSET, SL P/ 02AMB, WC SOC, COZ, VARANDA, REFORMADO E TODO C/ARMARIOS, 2VGS, SALAO DE FESTA, ELEV, R$ 480MIL, AC. FINANC, MARQUE SUA VISITA!! TELS: 99191-9003/986967550/30375200 CRECI 9355J bbox=[194, 634, 335, 814]
classified-ad: LUIZA PARIZI IMOVEIS LP 392 OTIMA APTO 88M 3QTS, STE, SL P/ 02AMB, COZ, WC SOC, VAR, VAR, 2VGS LIVRES, ARMS, ELEV, SF, PISC, PLAY, R$ 570MIL, AC. FINANC, TELS: 99191-9003/986967550/30375200 CRECI 9355J bbox=[501, 1169, 640, 1287]
column-body bbox=[654, 302, 793, 1526]
classified-ad: LUIZA PARIZI IMOVEIS LP 276 OPORTUNIDADE LINDO APTO C/ 72M, 2QTS+1 REVERSIVEL, WC SOC, VARANDA, COZ, SALA P/ 02AMB, TODO DECORADO COM ARMARIOS, 1VG FIXA E 1VG ROTATIVA, ELEV, SALAO DE FESTA E PLAY, R$ 300MIL, AC. FINANC, TELS: 991919003/986967550/30375200 CRECI 9355J bbox=[38, 894, 183, 1049]
edital-proclamas-afogados bbox=[808, 1494, 1098, 1837]
classified-ad: LUIZA PARIZI IMOVEIS LP 2120 IMPERDIVEL OPORTUNIDADE APTO C/ 75M 3QTS, SL P/ 02AMB, COZ, WC SOC E WC SERV, MOBILIADO E COM ARMARIOS, 1VG, R$ 185MIL, AC. FINANC, TELS: 99191-9003/986967550/3037-5200 CRECI 9355J bbox=[194, 836, 335, 978]
